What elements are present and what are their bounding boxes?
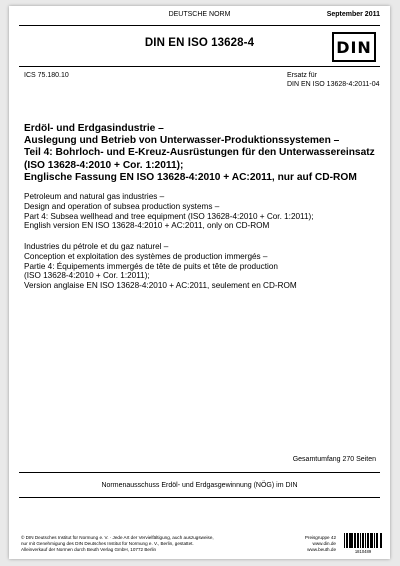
din-url: www.din.de xyxy=(312,541,336,546)
copyright-line: nur mit Genehmigung des DIN Deutsches Institut für Normung e. V., Berlin, gestattet. xyxy=(21,541,194,546)
barcode-bar xyxy=(349,533,350,548)
barcode-bar xyxy=(344,533,345,548)
din-logo: DIN xyxy=(332,32,376,62)
copyright-line: © DIN Deutsches Institut für Normung e. V. · Jede Art der Vervielfältigung, auch auszugsweise, xyxy=(21,535,214,540)
divider-top xyxy=(19,25,380,26)
publication-date: September 2011 xyxy=(326,11,380,18)
barcode-bar xyxy=(354,533,355,548)
english-title xyxy=(24,192,384,231)
english-title-line: English version EN ISO 13628-4:2010 + AC:2011, only on CD-ROM xyxy=(24,221,270,231)
replaces-block xyxy=(287,72,379,89)
barcode-bar xyxy=(372,533,373,548)
german-title-line: Auslegung und Betrieb von Unterwasser-Produktionssystemen – xyxy=(24,135,340,147)
french-title-line: (ISO 13628-4:2010 + Cor. 1:2011); xyxy=(24,271,150,281)
barcode xyxy=(344,533,382,548)
german-title-line: (ISO 13628-4:2010 + Cor. 1:2011); xyxy=(24,159,184,171)
english-title-line: Petroleum and natural gas industries – xyxy=(24,192,165,201)
english-title-line: Part 4: Subsea wellhead and tree equipment (ISO 13628-4:2010 + Cor. 1:2011); xyxy=(24,211,314,221)
divider-low xyxy=(19,472,380,473)
german-title-line: Teil 4: Bohrloch- und E-Kreuz-Ausrüstungen für den Unterwassereinsatz xyxy=(24,147,375,159)
replaces-label: Ersatz für xyxy=(287,72,317,79)
barcode-number: 1810489 xyxy=(354,549,372,554)
barcode-bar xyxy=(377,533,379,548)
beuth-url: www.beuth.de xyxy=(307,547,336,552)
german-title-line: Erdöl- und Erdgasindustrie – xyxy=(24,123,164,134)
barcode-bar xyxy=(363,533,365,548)
barcode-bar xyxy=(381,533,382,548)
french-title-line: Industries du pétrole et du gaz naturel – xyxy=(24,242,169,251)
english-title-line: Design and operation of subsea production systems – xyxy=(24,201,220,211)
price-info xyxy=(292,535,336,553)
copyright-notice xyxy=(21,535,271,553)
copyright-line: Alleinverkauf der Normen durch Beuth Verlag GmbH, 10772 Berlin xyxy=(21,547,157,552)
barcode-bar xyxy=(368,533,369,548)
german-title xyxy=(24,123,384,184)
divider-footer xyxy=(19,497,380,498)
price-group: Preisgruppe 42 xyxy=(304,535,336,540)
barcode-bar xyxy=(358,533,359,548)
french-title-line: Version anglaise EN ISO 13628-4:2010 + AC:2011, seulement en CD-ROM xyxy=(24,281,297,291)
header-row xyxy=(19,11,380,23)
german-title-line: Englische Fassung EN ISO 13628-4:2010 + AC:2011, nur auf CD-ROM xyxy=(24,171,357,183)
french-title-line: Partie 4: Équipements immergés de tête de puits et tête de production xyxy=(24,261,278,271)
replaces-value: DIN EN ISO 13628-4:2011-04 xyxy=(287,80,380,88)
norm-label: DEUTSCHE NORM xyxy=(168,11,231,18)
committee-name: Normenausschuss Erdöl- und Erdgasgewinnung (NÖG) im DIN xyxy=(101,482,298,489)
document-page xyxy=(9,6,390,559)
total-pages: Gesamtumfang 270 Seiten xyxy=(292,456,376,463)
divider-mid xyxy=(19,66,380,67)
ics-code: ICS 75.180.10 xyxy=(24,72,69,79)
french-title xyxy=(24,242,384,291)
standard-number: DIN EN ISO 13628-4 xyxy=(144,37,255,49)
french-title-line: Conception et exploitation des systèmes de production immergés – xyxy=(24,251,268,261)
